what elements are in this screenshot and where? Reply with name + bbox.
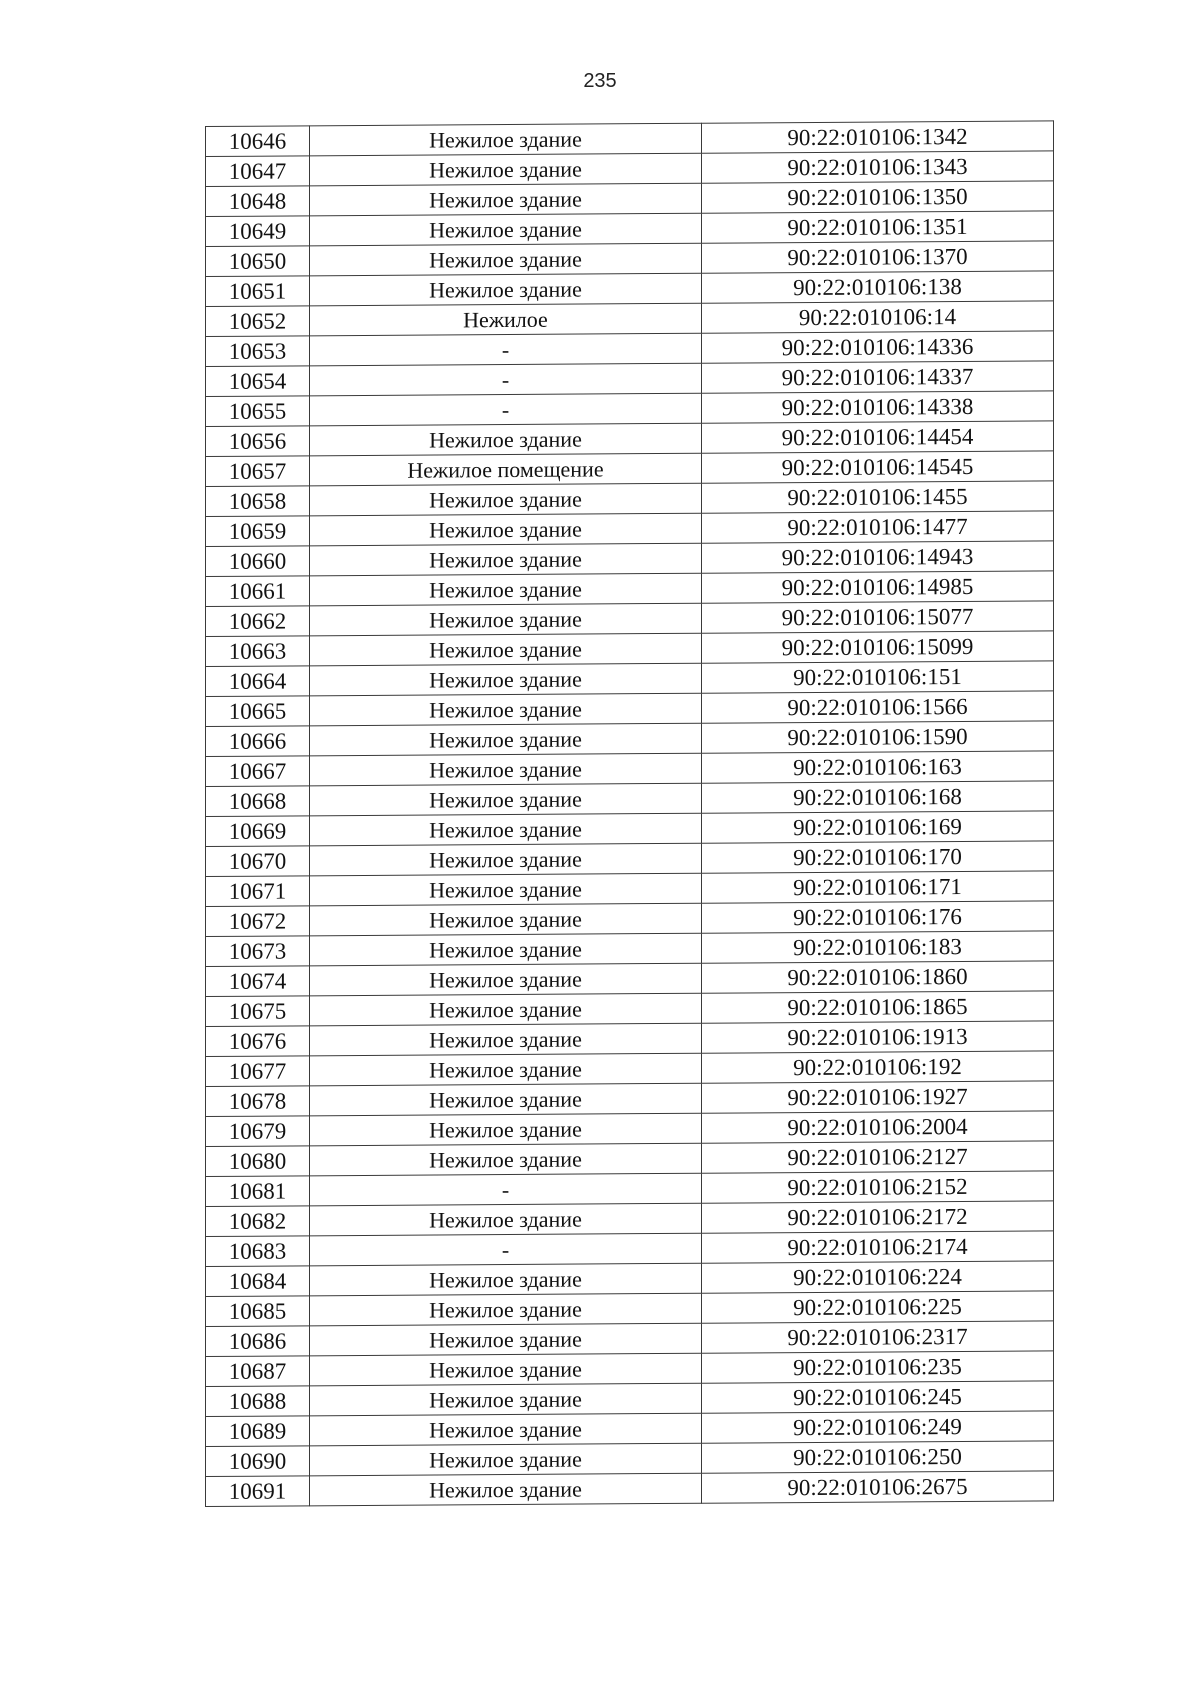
cadastral-number-cell: 90:22:010106:14943 [702,541,1054,573]
object-type-cell: Нежилое здание [310,783,702,816]
object-type-cell: Нежилое здание [310,903,702,936]
object-type-cell: Нежилое здание [310,993,702,1026]
object-type-cell: Нежилое здание [310,1383,702,1416]
table-row [206,691,1054,727]
cadastral-number-cell: 90:22:010106:245 [702,1381,1054,1413]
cadastral-number-cell: 90:22:010106:1865 [702,991,1054,1023]
row-number-cell: 10689 [206,1416,310,1447]
row-number-cell: 10647 [206,156,310,187]
row-number-cell: 10672 [206,906,310,937]
cadastral-number-cell: 90:22:010106:15099 [702,631,1054,663]
cadastral-number-cell: 90:22:010106:176 [702,901,1054,933]
row-number-cell: 10652 [206,306,310,337]
object-type-cell: - [310,333,702,366]
cadastral-number-cell: 90:22:010106:2675 [702,1471,1054,1503]
cadastral-number-cell: 90:22:010106:14454 [702,421,1054,453]
cadastral-number-cell: 90:22:010106:14 [702,301,1054,333]
row-number-cell: 10680 [206,1146,310,1177]
object-type-cell: Нежилое помещение [310,453,702,486]
cadastral-number-cell: 90:22:010106:151 [702,661,1054,693]
table-row [206,661,1054,697]
row-number-cell: 10679 [206,1116,310,1147]
cadastral-number-cell: 90:22:010106:14545 [702,451,1054,483]
table-row [206,1381,1054,1417]
cadastral-number-cell: 90:22:010106:2174 [702,1231,1054,1263]
row-number-cell: 10656 [206,426,310,457]
object-type-cell: Нежилое здание [310,663,702,696]
object-type-cell: Нежилое здание [310,123,702,156]
table-row [206,331,1054,367]
row-number-cell: 10687 [206,1356,310,1387]
row-number-cell: 10686 [206,1326,310,1357]
cadastral-number-cell: 90:22:010106:1370 [702,241,1054,273]
cadastral-number-cell: 90:22:010106:249 [702,1411,1054,1443]
cadastral-number-cell: 90:22:010106:14336 [702,331,1054,363]
cadastral-number-cell: 90:22:010106:235 [702,1351,1054,1383]
table-row [206,1351,1054,1387]
table-row [206,451,1054,487]
cadastral-number-cell: 90:22:010106:1477 [702,511,1054,543]
table-row [206,1231,1054,1267]
table-row [206,601,1054,637]
cadastral-number-cell: 90:22:010106:168 [702,781,1054,813]
object-type-cell: Нежилое здание [310,1023,702,1056]
cadastral-number-cell: 90:22:010106:2152 [702,1171,1054,1203]
object-type-cell: Нежилое здание [310,1443,702,1476]
row-number-cell: 10665 [206,696,310,727]
row-number-cell: 10664 [206,666,310,697]
table-row [206,1471,1054,1507]
table-row [206,1111,1054,1147]
registry-table [205,120,1054,1507]
cadastral-number-cell: 90:22:010106:1343 [702,151,1054,183]
table-row [206,991,1054,1027]
object-type-cell: Нежилое здание [310,933,702,966]
cadastral-number-cell: 90:22:010106:1927 [702,1081,1054,1113]
table-row [206,841,1054,877]
table-row [206,1201,1054,1237]
row-number-cell: 10681 [206,1176,310,1207]
cadastral-number-cell: 90:22:010106:1342 [702,121,1054,153]
row-number-cell: 10651 [206,276,310,307]
table-row [206,211,1054,247]
row-number-cell: 10663 [206,636,310,667]
row-number-cell: 10671 [206,876,310,907]
cadastral-number-cell: 90:22:010106:2172 [702,1201,1054,1233]
object-type-cell: Нежилое здание [310,1353,702,1386]
table-row [206,511,1054,547]
object-type-cell: Нежилое здание [310,603,702,636]
table-row [206,541,1054,577]
object-type-cell: Нежилое здание [310,1203,702,1236]
object-type-cell: Нежилое здание [310,1293,702,1326]
object-type-cell: Нежилое [310,303,702,336]
cadastral-number-cell: 90:22:010106:1566 [702,691,1054,723]
row-number-cell: 10677 [206,1056,310,1087]
object-type-cell: Нежилое здание [310,1263,702,1296]
cadastral-number-cell: 90:22:010106:1860 [702,961,1054,993]
row-number-cell: 10682 [206,1206,310,1237]
object-type-cell: - [310,1233,702,1266]
table-row [206,901,1054,937]
object-type-cell: - [310,363,702,396]
cadastral-number-cell: 90:22:010106:1913 [702,1021,1054,1053]
object-type-cell: Нежилое здание [310,723,702,756]
table-row [206,1261,1054,1297]
table-row [206,721,1054,757]
object-type-cell: Нежилое здание [310,633,702,666]
table-row [206,571,1054,607]
object-type-cell: - [310,393,702,426]
row-number-cell: 10660 [206,546,310,577]
object-type-cell: Нежилое здание [310,573,702,606]
object-type-cell: Нежилое здание [310,843,702,876]
object-type-cell: Нежилое здание [310,873,702,906]
table-row [206,1021,1054,1057]
table-row [206,181,1054,217]
cadastral-number-cell: 90:22:010106:138 [702,271,1054,303]
table-row [206,241,1054,277]
cadastral-number-cell: 90:22:010106:1350 [702,181,1054,213]
row-number-cell: 10684 [206,1266,310,1297]
row-number-cell: 10691 [206,1476,310,1507]
object-type-cell: Нежилое здание [310,243,702,276]
table-body [206,121,1054,1507]
table-row [206,1291,1054,1327]
cadastral-number-cell: 90:22:010106:2127 [702,1141,1054,1173]
cadastral-number-cell: 90:22:010106:2317 [702,1321,1054,1353]
table-row [206,391,1054,427]
cadastral-number-cell: 90:22:010106:163 [702,751,1054,783]
table-row [206,301,1054,337]
table-row [206,1051,1054,1087]
row-number-cell: 10646 [206,126,310,157]
cadastral-number-cell: 90:22:010106:1455 [702,481,1054,513]
cadastral-number-cell: 90:22:010106:14337 [702,361,1054,393]
cadastral-number-cell: 90:22:010106:169 [702,811,1054,843]
object-type-cell: Нежилое здание [310,1113,702,1146]
row-number-cell: 10673 [206,936,310,967]
table-row [206,121,1054,157]
table-row [206,481,1054,517]
object-type-cell: Нежилое здание [310,813,702,846]
cadastral-number-cell: 90:22:010106:1351 [702,211,1054,243]
row-number-cell: 10661 [206,576,310,607]
row-number-cell: 10654 [206,366,310,397]
row-number-cell: 10666 [206,726,310,757]
table-row [206,361,1054,397]
object-type-cell: Нежилое здание [310,1413,702,1446]
row-number-cell: 10690 [206,1446,310,1477]
table-row [206,961,1054,997]
object-type-cell: Нежилое здание [310,483,702,516]
cadastral-number-cell: 90:22:010106:2004 [702,1111,1054,1143]
row-number-cell: 10659 [206,516,310,547]
table-row [206,271,1054,307]
row-number-cell: 10688 [206,1386,310,1417]
object-type-cell: Нежилое здание [310,273,702,306]
cadastral-number-cell: 90:22:010106:192 [702,1051,1054,1083]
cadastral-number-cell: 90:22:010106:250 [702,1441,1054,1473]
row-number-cell: 10667 [206,756,310,787]
row-number-cell: 10683 [206,1236,310,1267]
row-number-cell: 10669 [206,816,310,847]
table-row [206,151,1054,187]
row-number-cell: 10657 [206,456,310,487]
object-type-cell: Нежилое здание [310,753,702,786]
row-number-cell: 10658 [206,486,310,517]
cadastral-number-cell: 90:22:010106:171 [702,871,1054,903]
object-type-cell: Нежилое здание [310,153,702,186]
object-type-cell: Нежилое здание [310,543,702,576]
object-type-cell: Нежилое здание [310,213,702,246]
cadastral-number-cell: 90:22:010106:15077 [702,601,1054,633]
object-type-cell: Нежилое здание [310,183,702,216]
row-number-cell: 10649 [206,216,310,247]
row-number-cell: 10670 [206,846,310,877]
object-type-cell: Нежилое здание [310,513,702,546]
object-type-cell: Нежилое здание [310,1143,702,1176]
row-number-cell: 10674 [206,966,310,997]
cadastral-number-cell: 90:22:010106:224 [702,1261,1054,1293]
cadastral-number-cell: 90:22:010106:183 [702,931,1054,963]
table-row [206,1441,1054,1477]
table-row [206,1171,1054,1207]
row-number-cell: 10676 [206,1026,310,1057]
object-type-cell: - [310,1173,702,1206]
row-number-cell: 10653 [206,336,310,367]
row-number-cell: 10685 [206,1296,310,1327]
table-row [206,871,1054,907]
table-row [206,1411,1054,1447]
page-number: 235 [583,70,617,92]
row-number-cell: 10655 [206,396,310,427]
row-number-cell: 10648 [206,186,310,217]
object-type-cell: Нежилое здание [310,693,702,726]
object-type-cell: Нежилое здание [310,1323,702,1356]
row-number-cell: 10675 [206,996,310,1027]
row-number-cell: 10662 [206,606,310,637]
table-row [206,811,1054,847]
table-row [206,751,1054,787]
table-row [206,931,1054,967]
cadastral-number-cell: 90:22:010106:225 [702,1291,1054,1323]
table-row [206,1321,1054,1357]
table-row [206,631,1054,667]
row-number-cell: 10650 [206,246,310,277]
table-row [206,1081,1054,1117]
cadastral-number-cell: 90:22:010106:170 [702,841,1054,873]
row-number-cell: 10668 [206,786,310,817]
object-type-cell: Нежилое здание [310,1473,702,1506]
object-type-cell: Нежилое здание [310,963,702,996]
table-row [206,421,1054,457]
cadastral-number-cell: 90:22:010106:1590 [702,721,1054,753]
row-number-cell: 10678 [206,1086,310,1117]
table-row [206,1141,1054,1177]
table-row [206,781,1054,817]
object-type-cell: Нежилое здание [310,423,702,456]
cadastral-number-cell: 90:22:010106:14338 [702,391,1054,423]
object-type-cell: Нежилое здание [310,1053,702,1086]
object-type-cell: Нежилое здание [310,1083,702,1116]
cadastral-number-cell: 90:22:010106:14985 [702,571,1054,603]
